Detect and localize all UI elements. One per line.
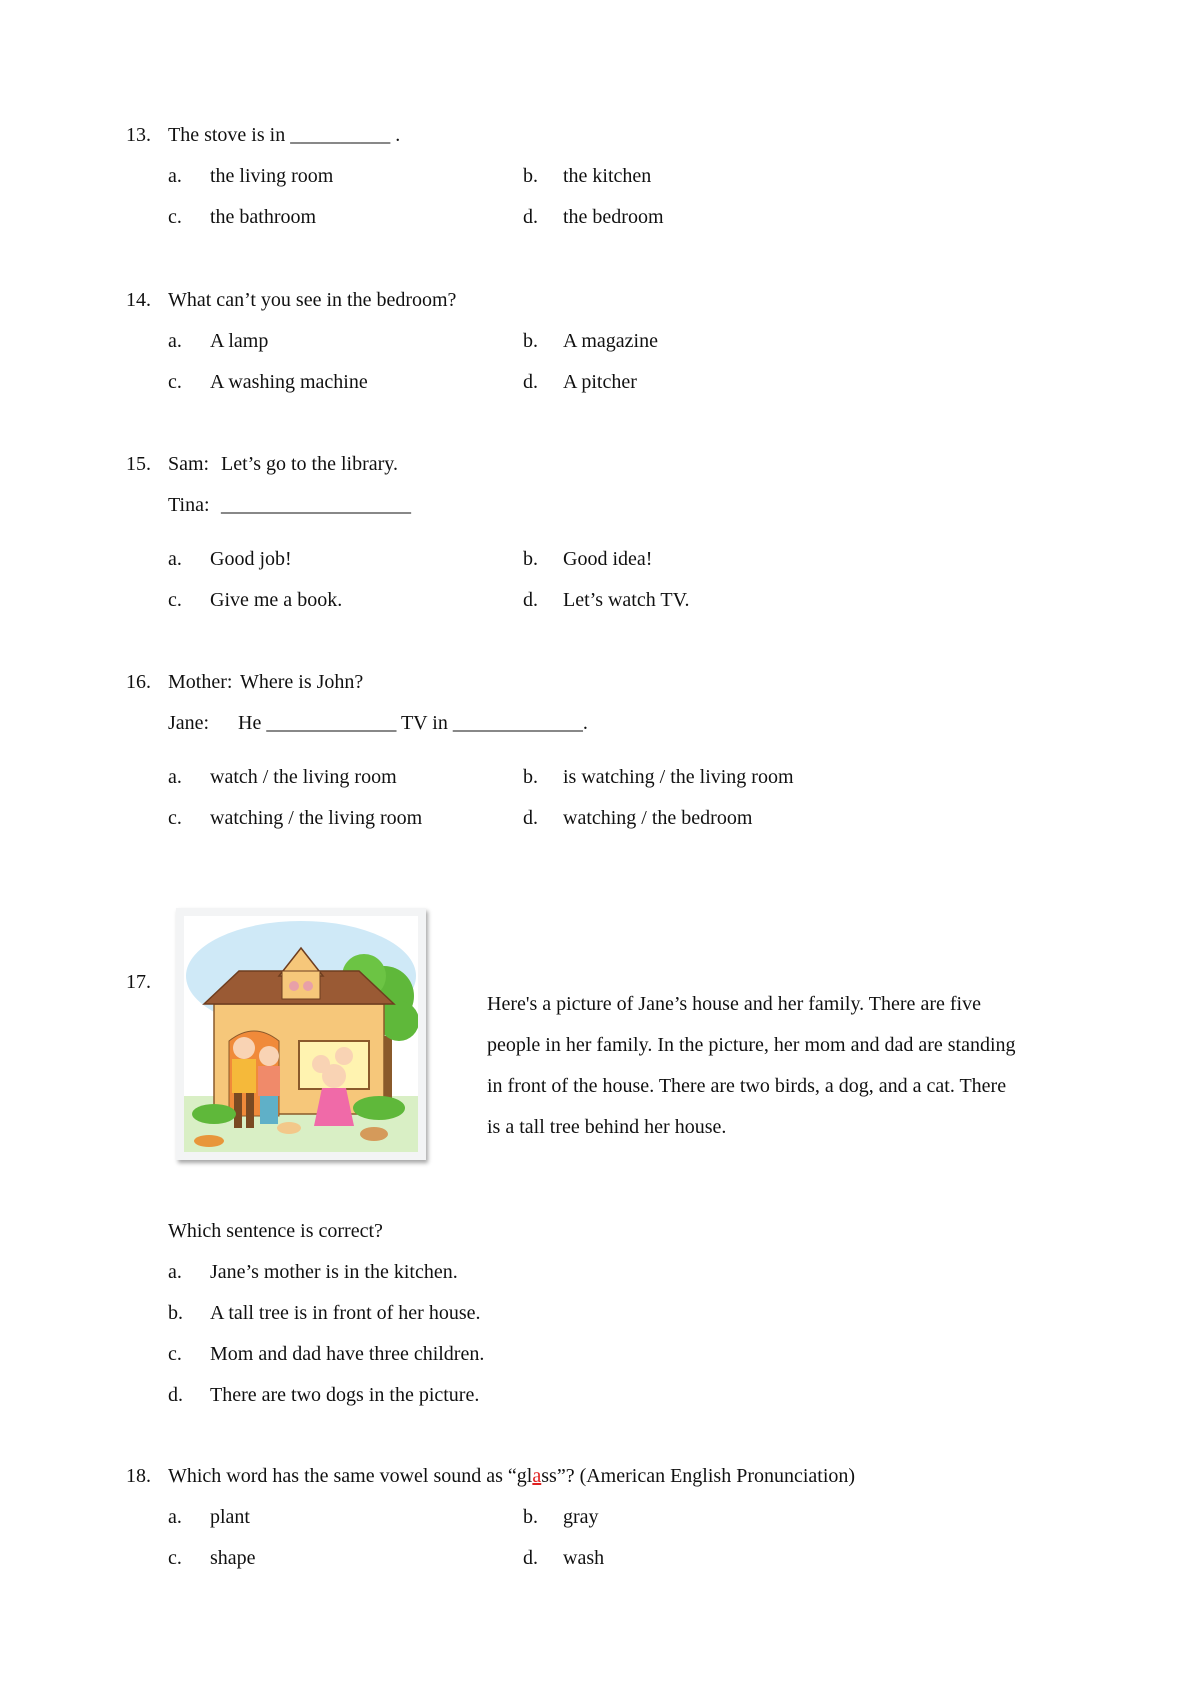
option-text[interactable]: Jane’s mother is in the kitchen. xyxy=(210,1261,458,1283)
highlighted-vowel: a xyxy=(532,1465,542,1487)
option-letter: c. xyxy=(168,1343,182,1365)
question-number: 13. xyxy=(126,124,151,146)
dialogue-speaker: Mother: xyxy=(168,671,233,693)
option-text[interactable]: the bedroom xyxy=(563,206,664,228)
option-letter: a. xyxy=(168,1261,182,1283)
option-letter: d. xyxy=(523,1547,538,1569)
option-text[interactable]: watch / the living room xyxy=(210,766,397,788)
option-text[interactable]: watching / the living room xyxy=(210,807,423,829)
option-letter: a. xyxy=(168,766,182,788)
option-text[interactable]: Mom and dad have three children. xyxy=(210,1343,485,1365)
dialogue-speaker: Sam: xyxy=(168,453,210,475)
option-text[interactable]: gray xyxy=(563,1506,599,1528)
question-stem: Which sentence is correct? xyxy=(168,1220,383,1242)
dialogue-speaker: Jane: xyxy=(168,712,210,734)
option-text[interactable]: A magazine xyxy=(563,330,658,352)
question-number: 17. xyxy=(126,971,151,993)
stem-after: ss”? (American English Pronunciation) xyxy=(541,1465,856,1487)
question-number: 18. xyxy=(126,1465,151,1487)
question-stem: The stove is in __________ . xyxy=(168,124,401,146)
reading-passage: Here's a picture of Jane’s house and her family. There are five people in her family. In the picture, her mom and dad are standing in front of the house. There are two birds, a dog, and a cat. There is a tall tree behind her house. xyxy=(487,993,1016,1138)
option-letter: a. xyxy=(168,548,182,570)
option-text[interactable]: is watching / the living room xyxy=(563,766,794,788)
dialogue-speaker: Tina: xyxy=(168,494,210,516)
option-letter: c. xyxy=(168,206,182,228)
house-illustration xyxy=(184,916,418,1152)
option-text[interactable]: Good idea! xyxy=(563,548,653,570)
option-letter: a. xyxy=(168,330,182,352)
option-text[interactable]: A washing machine xyxy=(210,371,368,393)
option-letter: b. xyxy=(523,165,538,187)
option-letter: c. xyxy=(168,589,182,611)
option-letter: c. xyxy=(168,371,182,393)
question-number: 15. xyxy=(126,453,151,475)
option-letter: a. xyxy=(168,1506,182,1528)
option-text[interactable]: There are two dogs in the picture. xyxy=(210,1384,480,1406)
option-letter: b. xyxy=(523,548,538,570)
question-stem xyxy=(168,1464,855,1488)
option-letter: d. xyxy=(523,589,538,611)
option-text[interactable]: the living room xyxy=(210,165,334,187)
option-text[interactable]: the kitchen xyxy=(563,165,652,187)
option-letter: d. xyxy=(168,1384,183,1406)
option-letter: d. xyxy=(523,807,538,829)
option-letter: a. xyxy=(168,165,182,187)
option-text[interactable]: the bathroom xyxy=(210,206,317,228)
dialogue-line: He _____________ TV in _____________. xyxy=(238,712,588,734)
option-letter: b. xyxy=(523,766,538,788)
option-text[interactable]: Let’s watch TV. xyxy=(563,589,690,611)
option-letter: b. xyxy=(523,330,538,352)
dialogue-line: Where is John? xyxy=(240,671,364,693)
option-letter: d. xyxy=(523,371,538,393)
option-text[interactable]: shape xyxy=(210,1547,256,1569)
answer-blank: ___________________ xyxy=(221,494,411,516)
option-letter: d. xyxy=(523,206,538,228)
option-letter: c. xyxy=(168,1547,182,1569)
option-text[interactable]: A pitcher xyxy=(563,371,637,393)
option-text[interactable]: Good job! xyxy=(210,548,292,570)
option-text[interactable]: Give me a book. xyxy=(210,589,343,611)
option-letter: b. xyxy=(523,1506,538,1528)
option-text[interactable]: A lamp xyxy=(210,330,269,352)
option-text[interactable]: A tall tree is in front of her house. xyxy=(210,1302,481,1324)
question-number: 14. xyxy=(126,289,151,311)
house-family-picture xyxy=(176,908,426,1160)
option-text[interactable]: plant xyxy=(210,1506,250,1528)
dialogue-line: Let’s go to the library. xyxy=(221,453,398,475)
stem-before: Which word has the same vowel sound as “gl xyxy=(168,1465,533,1487)
option-text[interactable]: watching / the bedroom xyxy=(563,807,753,829)
option-text[interactable]: wash xyxy=(563,1547,605,1569)
option-letter: c. xyxy=(168,807,182,829)
option-letter: b. xyxy=(168,1302,183,1324)
question-number: 16. xyxy=(126,671,151,693)
question-stem: What can’t you see in the bedroom? xyxy=(168,289,457,311)
